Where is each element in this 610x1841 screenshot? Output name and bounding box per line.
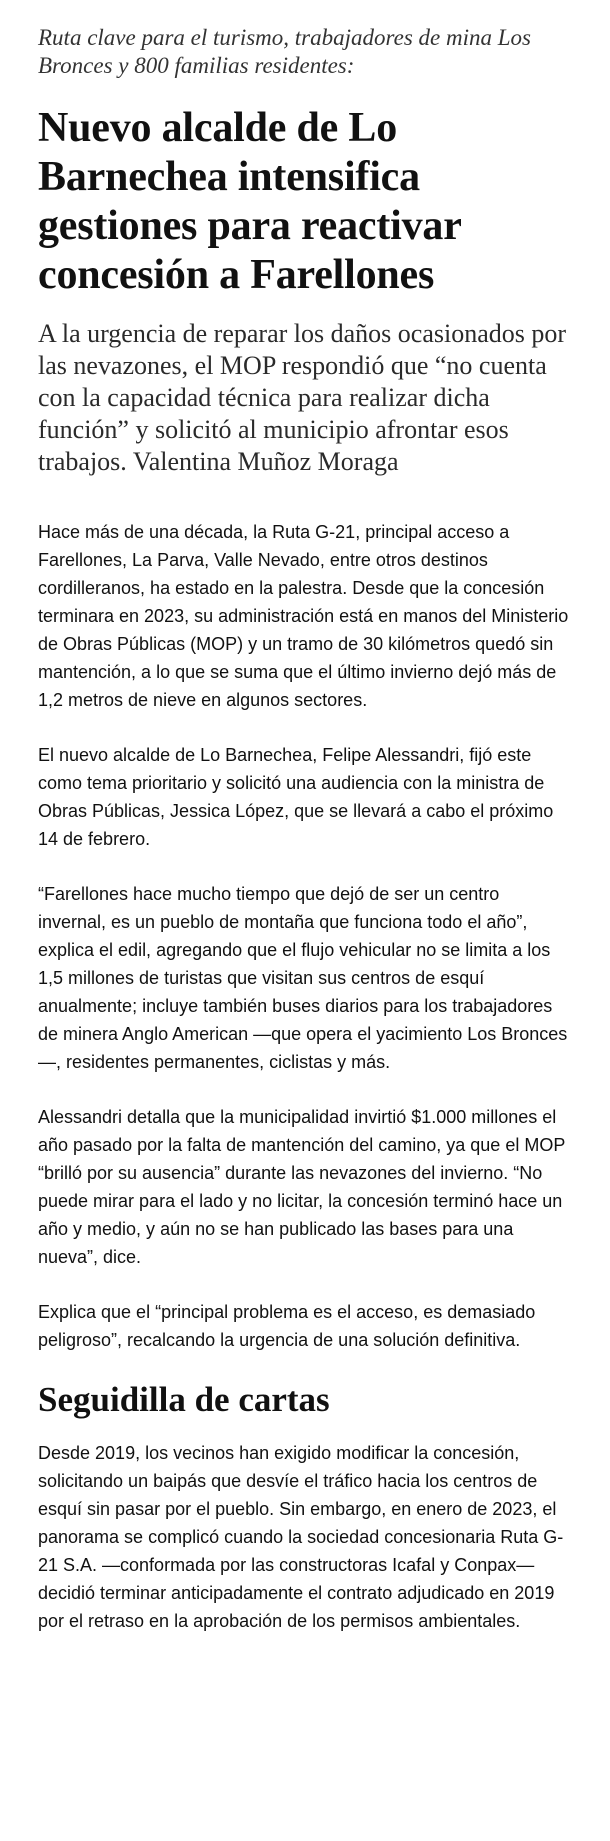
- article-paragraph: El nuevo alcalde de Lo Barnechea, Felipe Alessandri, fijó este como tema prioritario y solicitó una audiencia con la ministra de Obras Públicas, Jessica López, que se llevará a cabo el próximo 14 de febrero.: [38, 745, 554, 849]
- article-paragraph: Alessandri detalla que la municipalidad invirtió $1.000 millones el año pasado por la falta de mantención del camino, ya que el MOP “brilló por su ausencia” durante las nevazones del invierno. “No puede mirar para el lado y no licitar, la concesión terminó hace un año y medio, y aún no se han publicado las bases para una nueva”, dice.: [38, 1107, 566, 1267]
- article-paragraph: Hace más de una década, la Ruta G-21, principal acceso a Farellones, La Parva, Valle Nevado, entre otros destinos cordilleranos, ha estado en la palestra. Desde que la concesión terminara en 2023, su administración está en manos del Ministerio de Obras Públicas (MOP) y un tramo de 30 kilómetros quedó sin mantención, a lo que se suma que el último invierno dejó más de 1,2 metros de nieve en algunos sectores.: [38, 522, 569, 710]
- article-kicker: Ruta clave para el turismo, trabajadores de mina Los Bronces y 800 familias residentes:: [38, 25, 531, 78]
- article-dek: A la urgencia de reparar los daños ocasionados por las nevazones, el MOP respondió que “no cuenta con la capacidad técnica para realizar dicha función” y solicitó al municipio afrontar esos trabajos. Valentina Muñoz Moraga: [38, 319, 567, 476]
- section-subheading: Seguidilla de cartas: [38, 1380, 330, 1419]
- article-paragraph: Desde 2019, los vecinos han exigido modificar la concesión, solicitando un baipás que desvíe el tráfico hacia los centros de esquí sin pasar por el pueblo. Sin embargo, en enero de 2023, el panorama se complicó cuando la sociedad concesionaria Ruta G-21 S.A. —conformada por las constructoras Icafal y Conpax— decidió terminar anticipadamente el contrato adjudicado en 2019 por el retraso en la aprobación de los permisos ambientales.: [38, 1443, 564, 1631]
- article-paragraph: “Farellones hace mucho tiempo que dejó de ser un centro invernal, es un pueblo de montaña que funciona todo el año”, explica el edil, agregando que el flujo vehicular no se limita a los 1,5 millones de turistas que visitan sus centros de esquí anualmente; incluye también buses diarios para los trabajadores de minera Anglo American —que opera el yacimiento Los Bronces—, residentes permanentes, ciclistas y más.: [38, 884, 568, 1072]
- article-paragraph: Explica que el “principal problema es el acceso, es demasiado peligroso”, recalcando la urgencia de una solución definitiva.: [38, 1302, 536, 1350]
- article-headline: Nuevo alcalde de Lo Barnechea intensifica gestiones para reactivar concesión a Farellones: [38, 105, 461, 298]
